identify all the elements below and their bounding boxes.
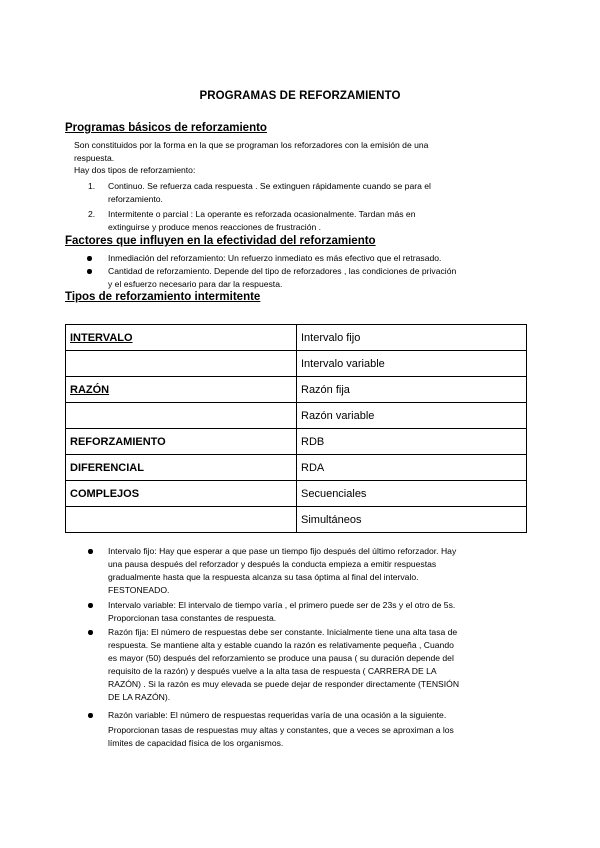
- description-line: Razón variable: El número de respuestas requeridas varía de una ocasión a la siguiente.: [108, 710, 447, 720]
- description-item-intervalo-fijo: [108, 545, 528, 597]
- table-row: [66, 507, 527, 533]
- description-line: requisito de la razón) y después vuelve a la alta tasa de respuesta ( CARRERA DE LA: [108, 666, 437, 676]
- list-item-line: reforzamiento.: [108, 193, 163, 204]
- section-heading-factors: Factores que influyen en la efectividad del reforzamiento: [65, 235, 376, 247]
- bullet-icon: [88, 630, 93, 635]
- description-line: Proporcionan tasas de respuestas muy altas y constantes, que a veces se aproximan a los: [108, 725, 454, 735]
- table-cell: Razón fija: [297, 377, 527, 403]
- table-cell-reforzamiento: REFORZAMIENTO: [66, 429, 297, 455]
- list-item-line: extinguirse y produce menos reacciones de frustración .: [108, 221, 322, 232]
- table-cell-diferencial: DIFERENCIAL: [66, 455, 297, 481]
- list-item-line: Intermitente o parcial : La operante es reforzada ocasionalmente. Tardan más en: [108, 209, 416, 219]
- description-line: Intervalo variable: El intervalo de tiempo varía , el primero puede ser de 23s y el otro de 5s.: [108, 600, 456, 610]
- table-row: [66, 455, 527, 481]
- bullet-line: Cantidad de reforzamiento. Depende del tipo de reforzadores , las condiciones de privación: [108, 266, 457, 276]
- list-item-line: Continuo. Se refuerza cada respuesta . Se extinguen rápidamente cuando se para el: [108, 181, 431, 191]
- bullet-icon: [87, 269, 92, 274]
- bullet-line: y el esfuerzo necesario para dar la respuesta.: [108, 278, 283, 289]
- types-intro: Hay dos tipos de reforzamiento:: [74, 165, 196, 175]
- intro-line: respuesta.: [74, 152, 115, 163]
- description-line: Proporcionan tasa constantes de respuesta.: [108, 613, 277, 623]
- bullet-icon: [88, 713, 93, 718]
- intro-paragraph: [74, 139, 504, 177]
- table-cell: [66, 507, 297, 533]
- bullet-line: Inmediación del reforzamiento: Un refuerzo inmediato es más efectivo que el retrasado.: [108, 253, 442, 263]
- table-cell: Intervalo fijo: [297, 325, 527, 351]
- reinforcement-table: [65, 324, 527, 533]
- description-line: límites de capacidad física de los organismos.: [108, 738, 284, 748]
- table-row: [66, 403, 527, 429]
- table-cell: [66, 403, 297, 429]
- description-line: respuesta. Se mantiene alta y estable cuando la razón es relativamente pequeña , Cuando: [108, 640, 454, 650]
- description-line: una pausa después del reforzador y después la conducta empieza a emitir respuestas: [108, 559, 437, 569]
- section-heading-basic-programs: Programas básicos de reforzamiento: [65, 122, 267, 134]
- list-item: [88, 208, 416, 233]
- description-line: gradualmente hasta que la respuesta alcanza su tasa óptima al final del intervalo.: [108, 572, 419, 582]
- page-title: PROGRAMAS DE REFORZAMIENTO: [199, 90, 401, 102]
- table-cell: RDB: [297, 429, 527, 455]
- bullet-item: [108, 252, 441, 265]
- bullet-icon: [88, 603, 93, 608]
- description-line: Intervalo fijo: Hay que esperar a que pase un tiempo fijo después del último reforzador. Hay: [108, 546, 457, 556]
- description-item-razon-variable: [108, 709, 528, 750]
- description-line: FESTONEADO.: [108, 585, 170, 595]
- table-cell: [66, 351, 297, 377]
- table-cell: Intervalo variable: [297, 351, 527, 377]
- table-row: [66, 429, 527, 455]
- list-item: [88, 180, 431, 205]
- table-row: [66, 377, 527, 403]
- description-item-intervalo-variable: [108, 599, 528, 625]
- table-cell-complejos: COMPLEJOS: [66, 481, 297, 507]
- table-cell: Simultáneos: [297, 507, 527, 533]
- list-number: 1.: [88, 181, 96, 191]
- list-number: 2.: [88, 209, 96, 219]
- description-line: Razón fija: El número de respuestas debe ser constante. Inicialmente tiene una alta tasa de: [108, 627, 458, 637]
- description-line: es mayor (50) después del reforzamiento se produce una pausa ( su duración depende del: [108, 653, 454, 663]
- intro-line: Son constituidos por la forma en la que se programan los reforzadores con la emisión de una: [74, 140, 429, 150]
- description-line: RAZÓN) . Si la razón es muy elevada se puede dejar de responder directamente (TENSIÓN: [108, 679, 460, 689]
- bullet-icon: [87, 256, 92, 261]
- table-row: [66, 351, 527, 377]
- table-cell-intervalo: INTERVALO: [66, 325, 297, 351]
- table-cell-razon: RAZÓN: [66, 377, 297, 403]
- table-cell: Secuenciales: [297, 481, 527, 507]
- table-row: [66, 481, 527, 507]
- description-line: DE LA RAZÓN).: [108, 692, 171, 702]
- description-item-razon-fija: [108, 626, 528, 704]
- table-cell: Razón variable: [297, 403, 527, 429]
- bullet-icon: [88, 549, 93, 554]
- table-cell: RDA: [297, 455, 527, 481]
- section-heading-intermittent-types: Tipos de reforzamiento intermitente: [65, 291, 261, 303]
- bullet-item: [108, 265, 456, 290]
- table-row: [66, 325, 527, 351]
